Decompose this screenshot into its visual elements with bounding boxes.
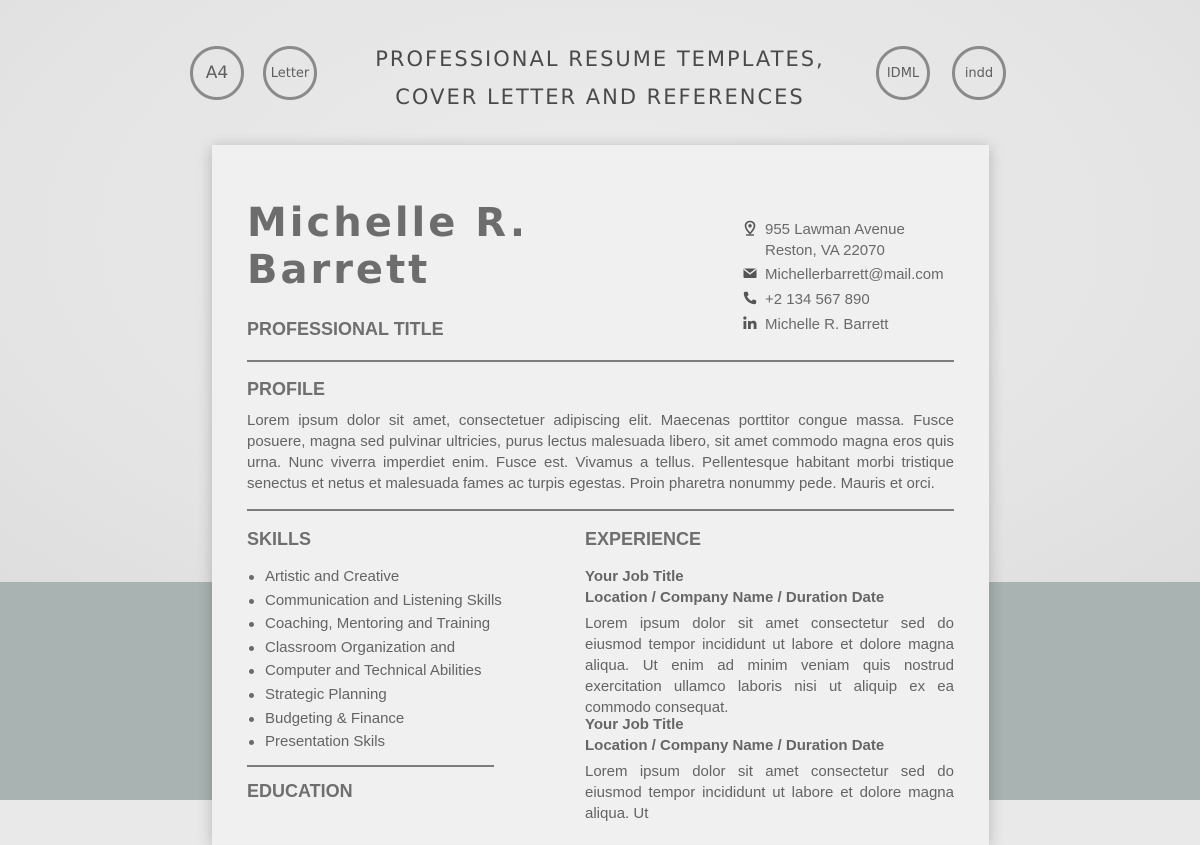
- contact-block: [742, 219, 972, 335]
- phone-icon: [742, 290, 758, 306]
- experience-entry: [585, 566, 954, 718]
- skill-item: Coaching, Mentoring and Training: [247, 614, 502, 638]
- skill-item: Classroom Organization and: [247, 638, 502, 662]
- job-location: Location / Company Name / Duration Date: [585, 737, 885, 754]
- professional-title: PROFESSIONAL TITLE: [247, 319, 444, 339]
- job-location: Location / Company Name / Duration Date: [585, 589, 885, 606]
- profile-divider: [247, 509, 954, 511]
- header-divider: [247, 360, 954, 362]
- badge-a4: A4: [190, 46, 244, 100]
- resume-name: Michelle R. Barrett: [247, 200, 529, 293]
- contact-linkedin: Michelle R. Barrett: [742, 314, 972, 335]
- banner-line-1: PROFESSIONAL RESUME TEMPLATES,: [375, 47, 825, 71]
- skills-list: [247, 567, 502, 756]
- job-description: Lorem ipsum dolor sit amet consectetur sed do eiusmod tempor incididunt ut labore et dolore magna aliqua. Ut: [585, 763, 954, 822]
- skill-item: Computer and Technical Abilities: [247, 661, 502, 685]
- contact-address: 955 Lawman Avenue Reston, VA 22070: [742, 219, 972, 261]
- job-title: Your Job Title: [585, 716, 684, 733]
- skills-divider: [247, 765, 494, 767]
- skill-item: Artistic and Creative: [247, 567, 502, 591]
- profile-text: Lorem ipsum dolor sit amet, consectetuer adipiscing elit. Maecenas porttitor congue massa. Fusce posuere, magna sed pulvinar ultricies, purus lectus malesuada libero, sit amet commodo magna eros quis urna. Nunc viverra imperdiet enim. Fusce est. Vivamus a tellus. Pellentesque habitant morbi tristique senectus et netus et malesuada fames ac turpis egestas. Proin pharetra nonummy pede. Mauris et orci.: [247, 412, 954, 492]
- badge-idml: IDML: [876, 46, 930, 100]
- skills-heading: SKILLS: [247, 529, 312, 549]
- skill-item: Budgeting & Finance: [247, 709, 502, 733]
- mail-icon: [742, 265, 758, 281]
- skill-item: Strategic Planning: [247, 685, 502, 709]
- education-heading: EDUCATION: [247, 781, 353, 801]
- location-pin-icon: [742, 220, 758, 236]
- linkedin-icon: [742, 315, 758, 331]
- skill-item: Communication and Listening Skills: [247, 591, 502, 615]
- resume-page: [212, 145, 989, 845]
- banner-line-2: COVER LETTER AND REFERENCES: [395, 85, 805, 109]
- contact-phone: +2 134 567 890: [742, 289, 972, 310]
- job-description: Lorem ipsum dolor sit amet consectetur sed do eiusmod tempor incididunt ut labore et dolore magna aliqua. Ut enim ad minim veniam quis nostrud exercitation ullamco laboris nisi ut aliquip ex ea commodo consequat.: [585, 615, 954, 716]
- experience-entry: [585, 714, 954, 824]
- profile-heading: PROFILE: [247, 379, 326, 399]
- skill-item: Presentation Skils: [247, 732, 502, 756]
- banner-title: [330, 40, 870, 116]
- contact-email: Michellerbarrett@mail.com: [742, 264, 972, 285]
- badge-letter: Letter: [263, 46, 317, 100]
- experience-heading: EXPERIENCE: [585, 529, 702, 549]
- job-title: Your Job Title: [585, 568, 684, 585]
- badge-indd: indd: [952, 46, 1006, 100]
